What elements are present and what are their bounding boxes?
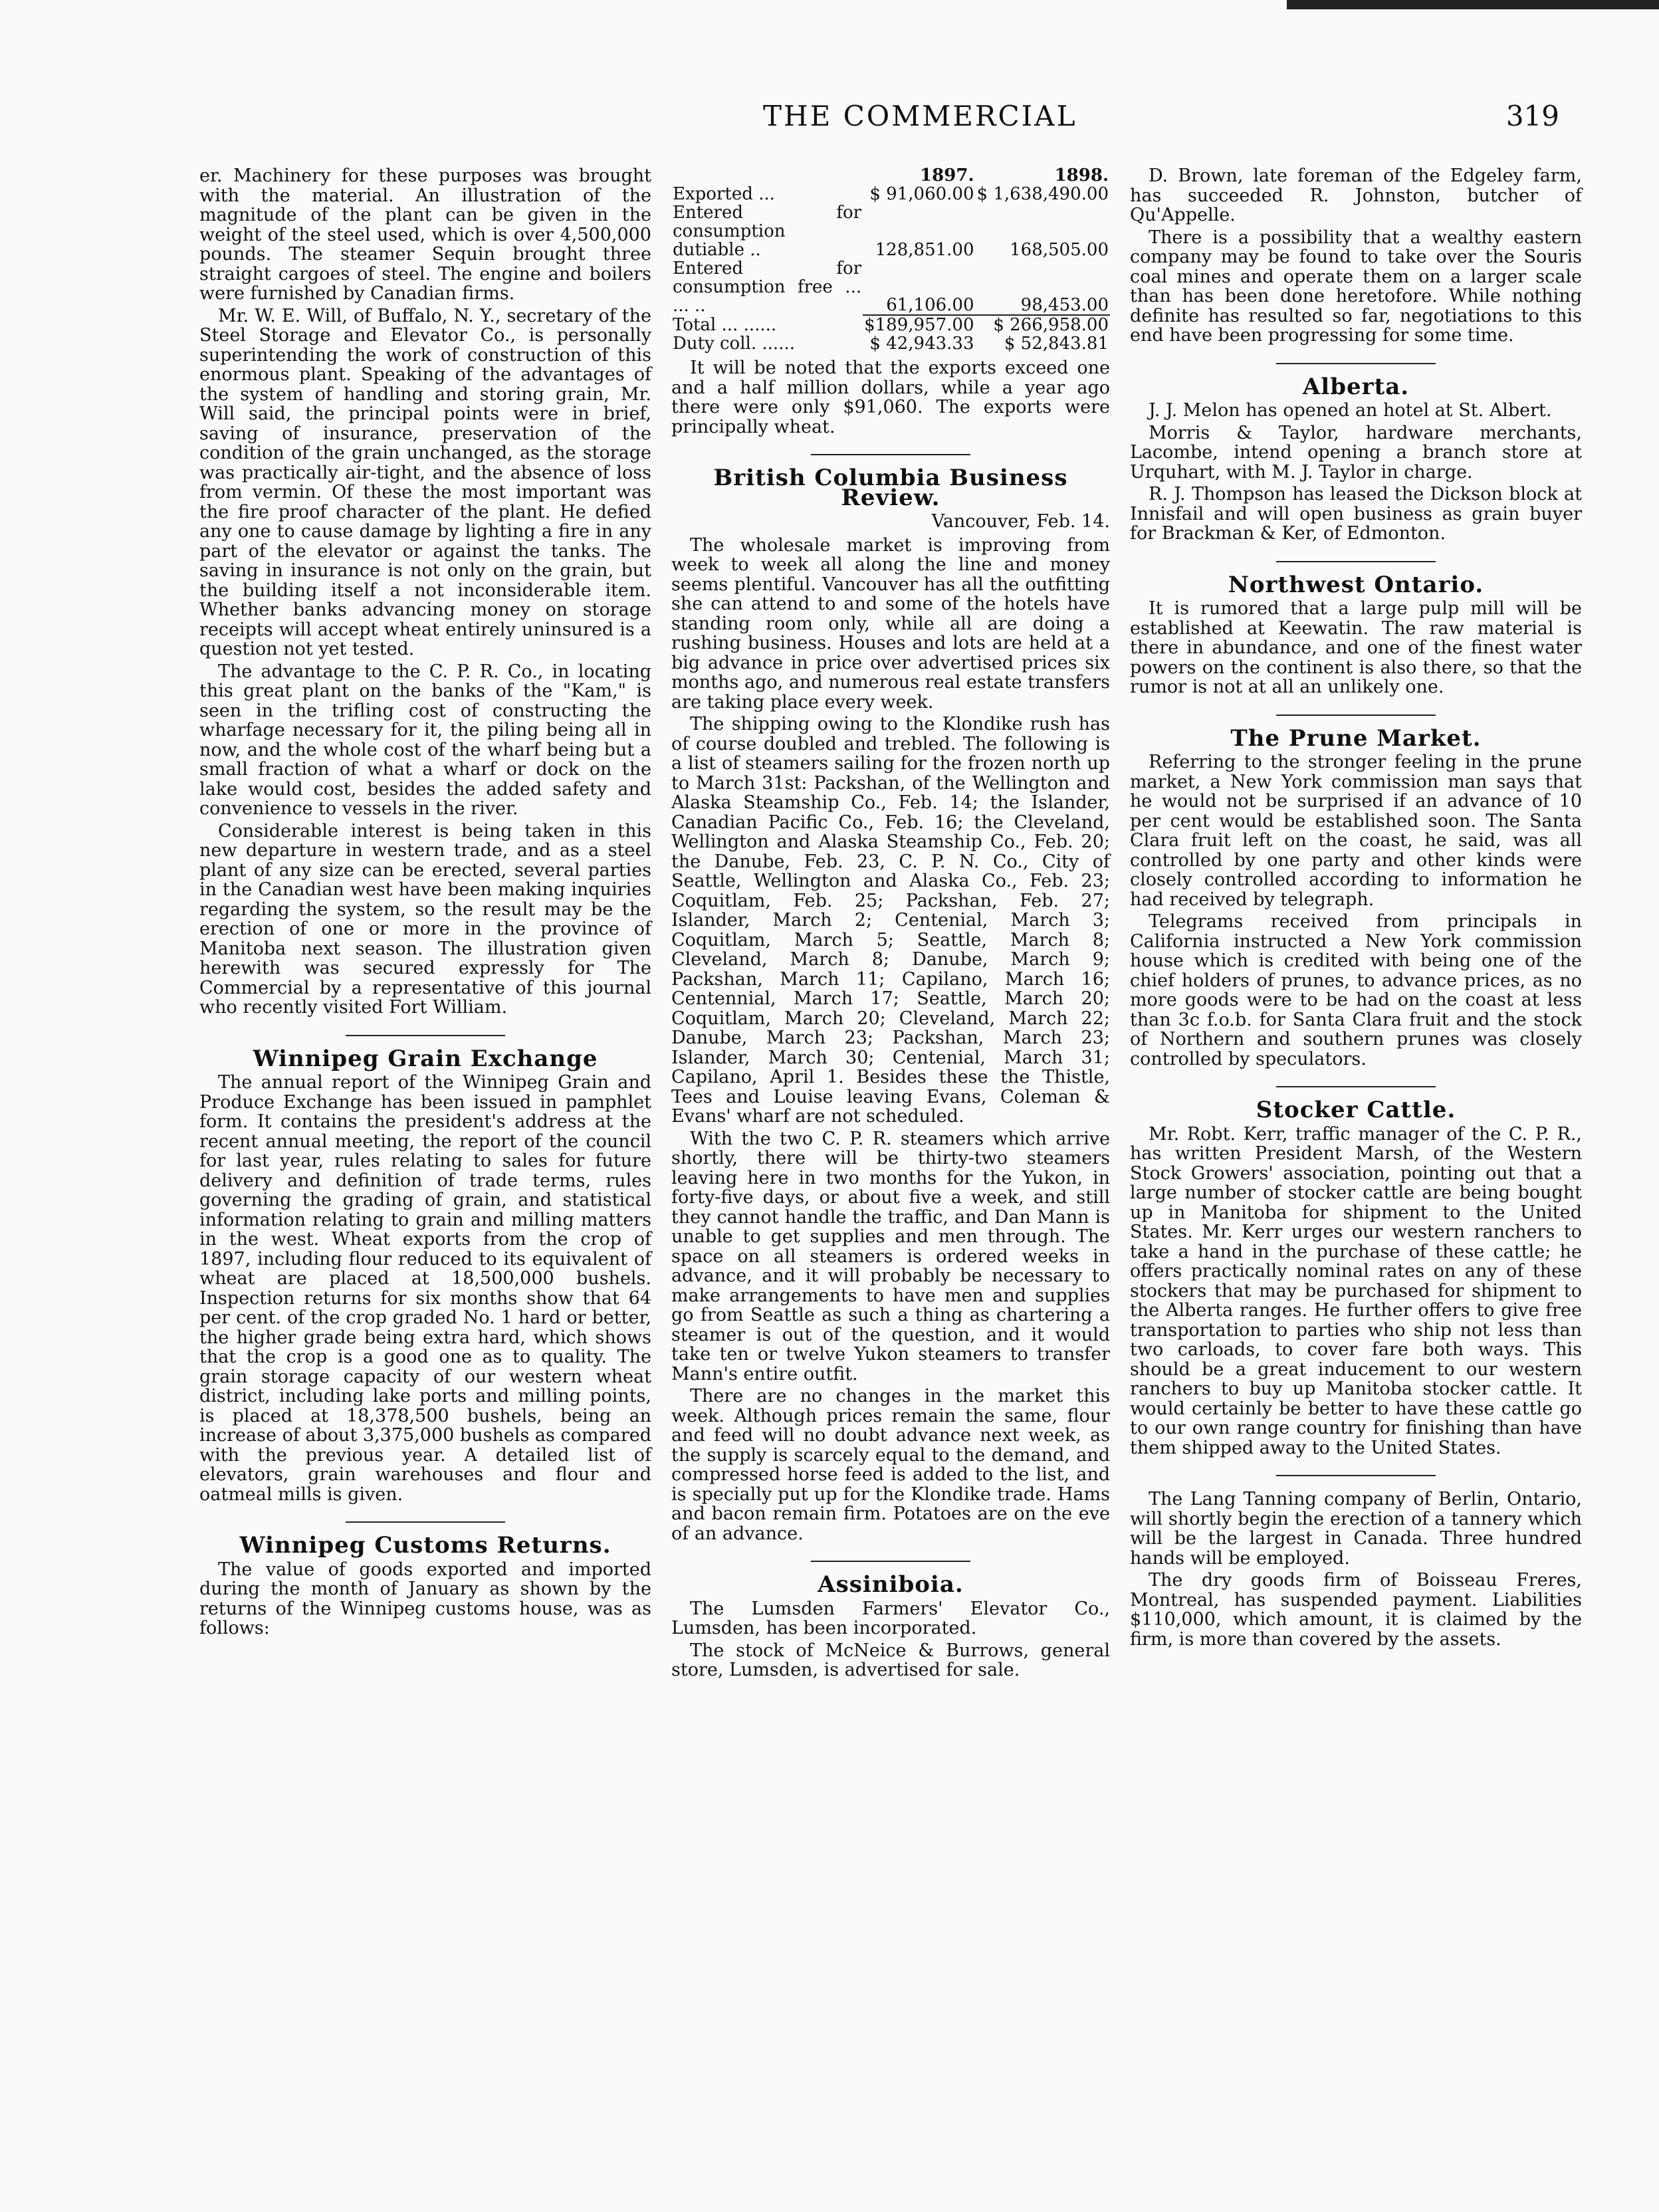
article-paragraph: The annual report of the Winnipeg Grain and Produce Exchange has been issued in pamphlet form. It contains the president's address at the recent annual meeting, the report of the council for last year, rules relating to sales for future delivery and definition of trade terms, rules governing the grading of grain, and statistical information relating to grain and milling matters in the west. Wheat exports from the crop of 1897, including flour reduced to its equivalent of wheat are placed at 18,500,000 bushels. Inspection returns for six months show that 64 per cent. of the crop graded No. 1 hard or better, the higher grade being extra hard, which shows that the crop is a good one as to quality. The grain storage capacity of our western wheat district, including lake ports and milling points, is placed at 18,378,500 bushels, being an increase of about 3,375,000 bushels as compared with the previous year. A detailed list of elevators, grain warehouses and flour and oatmeal mills is given. [199, 1072, 651, 1505]
table-row [671, 185, 1110, 203]
table-header-row [671, 166, 1110, 185]
headline-alberta: Alberta. [1302, 373, 1410, 400]
table-cell: $ 266,958.00 [993, 315, 1109, 335]
table-cell: $ 42,943.33 [869, 334, 974, 354]
column-2 [671, 166, 1110, 1683]
section-divider [1276, 363, 1436, 364]
article-paragraph: The Lang Tanning company of Berlin, Ontario, will shortly begin the erection of a tannery which will be the largest in Canada. Three hundred hands will be employed. [1130, 1489, 1582, 1569]
table-row-label: Entered for consumption dutiable .. [673, 203, 862, 260]
article-paragraph: Telegrams received from principals in California instructed a New York commission house which is credited with being one of the chief holders of prunes, to advance prices, as no more goods were to be had on the coast at less than 3c f.o.b. for Santa Clara fruit and the stock of Northern and southern prunes was closely controlled by speculators. [1130, 911, 1582, 1069]
article-paragraph: The dry goods firm of Boisseau Freres, Montreal, has suspended payment. Liabilities $110,000, which amount, it is claimed by the firm, is more than covered by the assets. [1130, 1570, 1582, 1650]
headline-stocker-cattle: Stocker Cattle. [1256, 1097, 1456, 1123]
section-divider [1276, 561, 1436, 562]
table-cell: $189,957.00 [864, 315, 974, 335]
article-paragraph: There is a possibility that a wealthy eastern company may be found to take over the Souris coal mines and operate them on a larger scale than has been done heretofore. While nothing definite has resulted so far, negotiations to this end have been progressing for some time. [1130, 227, 1582, 346]
table-cell: 168,505.00 [1010, 240, 1109, 260]
publication-title: THE COMMERCIAL [763, 100, 1077, 132]
customs-table [671, 166, 1110, 353]
article-paragraph: The advantage to the C. P. R. Co., in locating this great plant on the banks of the "Kam," is seen in the trifling cost of constructing the wharfage necessary for it, the piling being all in now, and the whole cost of the wharf being but a small fraction of what a wharf or dock on the lake would cost, besides the added safety and convenience to vessels in the river. [199, 661, 651, 819]
table-row [671, 259, 1110, 315]
article-paragraph: Mr. W. E. Will, of Buffalo, N. Y., secretary of the Steel Storage and Elevator Co., is personally superintending the work of construction of this enormous plant. Speaking of the advantages of the system of handling and storing grain, Mr. Will said, the principal points were in brief, saving of insurance, preservation of the condition of the grain unchanged, as the storage was practically air-tight, and the absence of loss from vermin. Of these the most important was the fire proof character of the plant. He defied any one to cause damage by lighting a fire in any part of the elevator or against the tanks. The saving in insurance is not only on the grain, but the building itself a not inconsiderable item. Whether banks advancing money on storage receipts will accept wheat entirely uninsured is a question not yet tested. [199, 305, 651, 659]
table-cell: $ 1,638,490.00 [976, 184, 1109, 204]
article-paragraph: er. Machinery for these purposes was brought with the material. An illustration of the magnitude of the plant can be given in the weight of the steel used, which is over 4,500,000 pounds. The steamer Sequin brought three straight cargoes of steel. The engine and boilers were furnished by Canadian firms. [199, 166, 651, 304]
article-paragraph: Mr. Robt. Kerr, traffic manager of the C. P. R., has written President Marsh, of the Western Stock Growers' association, pointing out that a large number of stocker cattle are being bought up in Manitoba for shipment to the United States. Mr. Kerr urges our western ranchers to take a hand in the purchase of these cattle; he offers practically nominal rates on any of these stockers that may be purchased for shipment to the Alberta ranges. He further offers to give free transportation to parties who ship not less than two carloads, to cover fare both ways. This should be a great inducement to our western ranchers to buy up Manitoba stocker cattle. It would certainly be better to have these cattle go to our own range country for finishing than have them shipped away to the United States. [1130, 1123, 1582, 1458]
section-divider [1276, 1086, 1436, 1087]
table-year-1898: 1898. [1054, 166, 1109, 185]
article-paragraph: It is rumored that a large pulp mill will be established at Keewatin. The raw material is there in abundance, and one of the finest water powers on the continent is also there, so that the rumor is not at all an unlikely one. [1130, 598, 1582, 697]
article-paragraph: It will be noted that the exports exceed one and a half million dollars, while a year ago there were only $91,060. The exports were principally wheat. [671, 358, 1110, 437]
article-paragraph: D. Brown, late foreman of the Edgeley farm, has succeeded R. Johnston, butcher of Qu'Appelle. [1130, 166, 1582, 225]
article-paragraph: The stock of McNeice & Burrows, general store, Lumsden, is advertised for sale. [671, 1640, 1110, 1680]
table-row-label: Entered for consumption free ... ... .. [673, 259, 862, 316]
article-paragraph: J. J. Melon has opened an hotel at St. Albert. [1149, 400, 1552, 421]
table-row-duty [671, 334, 1110, 353]
headline-grain-exchange: Winnipeg Grain Exchange [253, 1045, 598, 1072]
article-paragraph: R. J. Thompson has leased the Dickson block at Innisfail and will open business as grain buyer for Brackman & Ker, of Edmonton. [1130, 484, 1582, 544]
article-paragraph: The Lumsden Farmers' Elevator Co., Lumsden, has been incorporated. [671, 1598, 1110, 1638]
page-number: 319 [1505, 100, 1559, 132]
table-row-label: Exported ... [673, 184, 775, 204]
article-paragraph: There are no changes in the market this week. Although prices remain the same, flour and feed will no doubt advance next week, as the supply is scarcely equal to the demand, and compressed horse feed is added to the list, and is specially put up for the Klondike trade. Hams and bacon remain firm. Potatoes are on the eve of an advance. [671, 1386, 1110, 1544]
table-row-label: Duty coll. ...... [673, 334, 795, 354]
table-year-1897: 1897. [920, 166, 974, 185]
page-header [0, 100, 1659, 146]
article-paragraph: With the two C. P. R. steamers which arrive shortly, there will be thirty-two steamers leaving here in two months for the Yukon, in forty-five days, or about five a week, and still they cannot handle the traffic, and Dan Mann is unable to get supplies and men through. The space on all steamers is ordered weeks in advance, and it will probably be necessary to make arrangements to have men and supplies go from Seattle as such a thing as chartering a steamer is out of the question, and it would take ten or twelve Yukon steamers to transfer Mann's entire outfit. [671, 1128, 1110, 1384]
headline-prune-market: The Prune Market. [1230, 724, 1482, 752]
table-cell: 128,851.00 [875, 240, 974, 260]
column-3 [1130, 166, 1582, 1652]
headline-northwest-ontario: Northwest Ontario. [1228, 571, 1484, 598]
article-paragraph: Considerable interest is being taken in this new departure in western trade, and as a steel plant of any size can be erected, several parties in the Canadian west have been making inquiries regarding the system, so the result may be the erection of one or more in the province of Manitoba next season. The illustration given herewith was secured expressly for The Commercial by a representative of this journal who recently visited Fort William. [199, 820, 651, 1018]
table-cell: $ 91,060.00 [869, 184, 974, 204]
table-row-label: Total ... ...... [673, 315, 777, 335]
table-row-total [671, 315, 1110, 334]
section-divider [1276, 715, 1436, 716]
top-edge-bar [1287, 0, 1659, 9]
table-cell: 61,106.00 [863, 259, 975, 315]
section-divider [346, 1521, 505, 1523]
article-paragraph: The value of goods exported and imported during the month of January as shown by the returns of the Winnipeg customs house, was as follows: [199, 1559, 651, 1638]
dateline: Vancouver, Feb. 14. [931, 511, 1110, 532]
table-row [671, 203, 1110, 259]
headline-bc-review: British Columbia Business Review. [713, 465, 1068, 511]
section-divider [1276, 1475, 1436, 1476]
section-divider [346, 1035, 505, 1036]
article-paragraph: Referring to the stronger feeling in the prune market, a New York commission man says that he would not be surprised if an advance of 10 per cent would be established soon. The Santa Clara fruit left on the coast, he said, was all controlled by one party and other kinds were closely controlled according to information he had received by telegraph. [1130, 752, 1582, 910]
section-divider [811, 454, 970, 455]
article-paragraph: The wholesale market is improving from week to week all along the line and money seems plentiful. Vancouver has all the outfitting she can attend to and some of the hotels have standing room only, while all are doing a rushing business. Houses and lots are held at a big advance in price over advertised prices six months ago, and numerous real estate transfers are taking place every week. [671, 534, 1110, 713]
table-cell: 98,453.00 [976, 259, 1110, 315]
table-cell: $ 52,843.81 [1004, 334, 1109, 354]
column-1 [199, 166, 651, 1641]
section-divider [811, 1561, 970, 1562]
article-paragraph: The shipping owing to the Klondike rush has of course doubled and trebled. The following is a list of steamers sailing for the frozen north up to March 31st: Packshan, of the Wellington and Alaska Steamship Co., Feb. 14; the Islander, Canadian Pacific Co., Feb. 16; the Cleveland, Wellington and Alaska Steamship Co., Feb. 20; the Danube, Feb. 23, C. P. N. Co., City of Seattle, Wellington and Alaska Co., Feb. 23; Coquitlam, Feb. 25; Packshan, Feb. 27; Islander, March 2; Centenial, March 3; Coquitlam, March 5; Seattle, March 8; Cleveland, March 8; Danube, March 9; Packshan, March 11; Capilano, March 16; Centennial, March 17; Seattle, March 20; Coquitlam, March 20; Cleveland, March 22; Danube, March 23; Packshan, March 23; Islander, March 30; Centenial, March 31; Capilano, April 1. Besides these the Thistle, Tees and Louise leaving Evans, Coleman & Evans' wharf are not scheduled. [671, 714, 1110, 1127]
headline-assiniboia: Assiniboia. [818, 1571, 964, 1598]
headline-customs-returns: Winnipeg Customs Returns. [239, 1532, 611, 1559]
article-paragraph: Morris & Taylor, hardware merchants, Lacombe, intend opening a branch store at Urquhart, with M. J. Taylor in charge. [1130, 422, 1582, 483]
